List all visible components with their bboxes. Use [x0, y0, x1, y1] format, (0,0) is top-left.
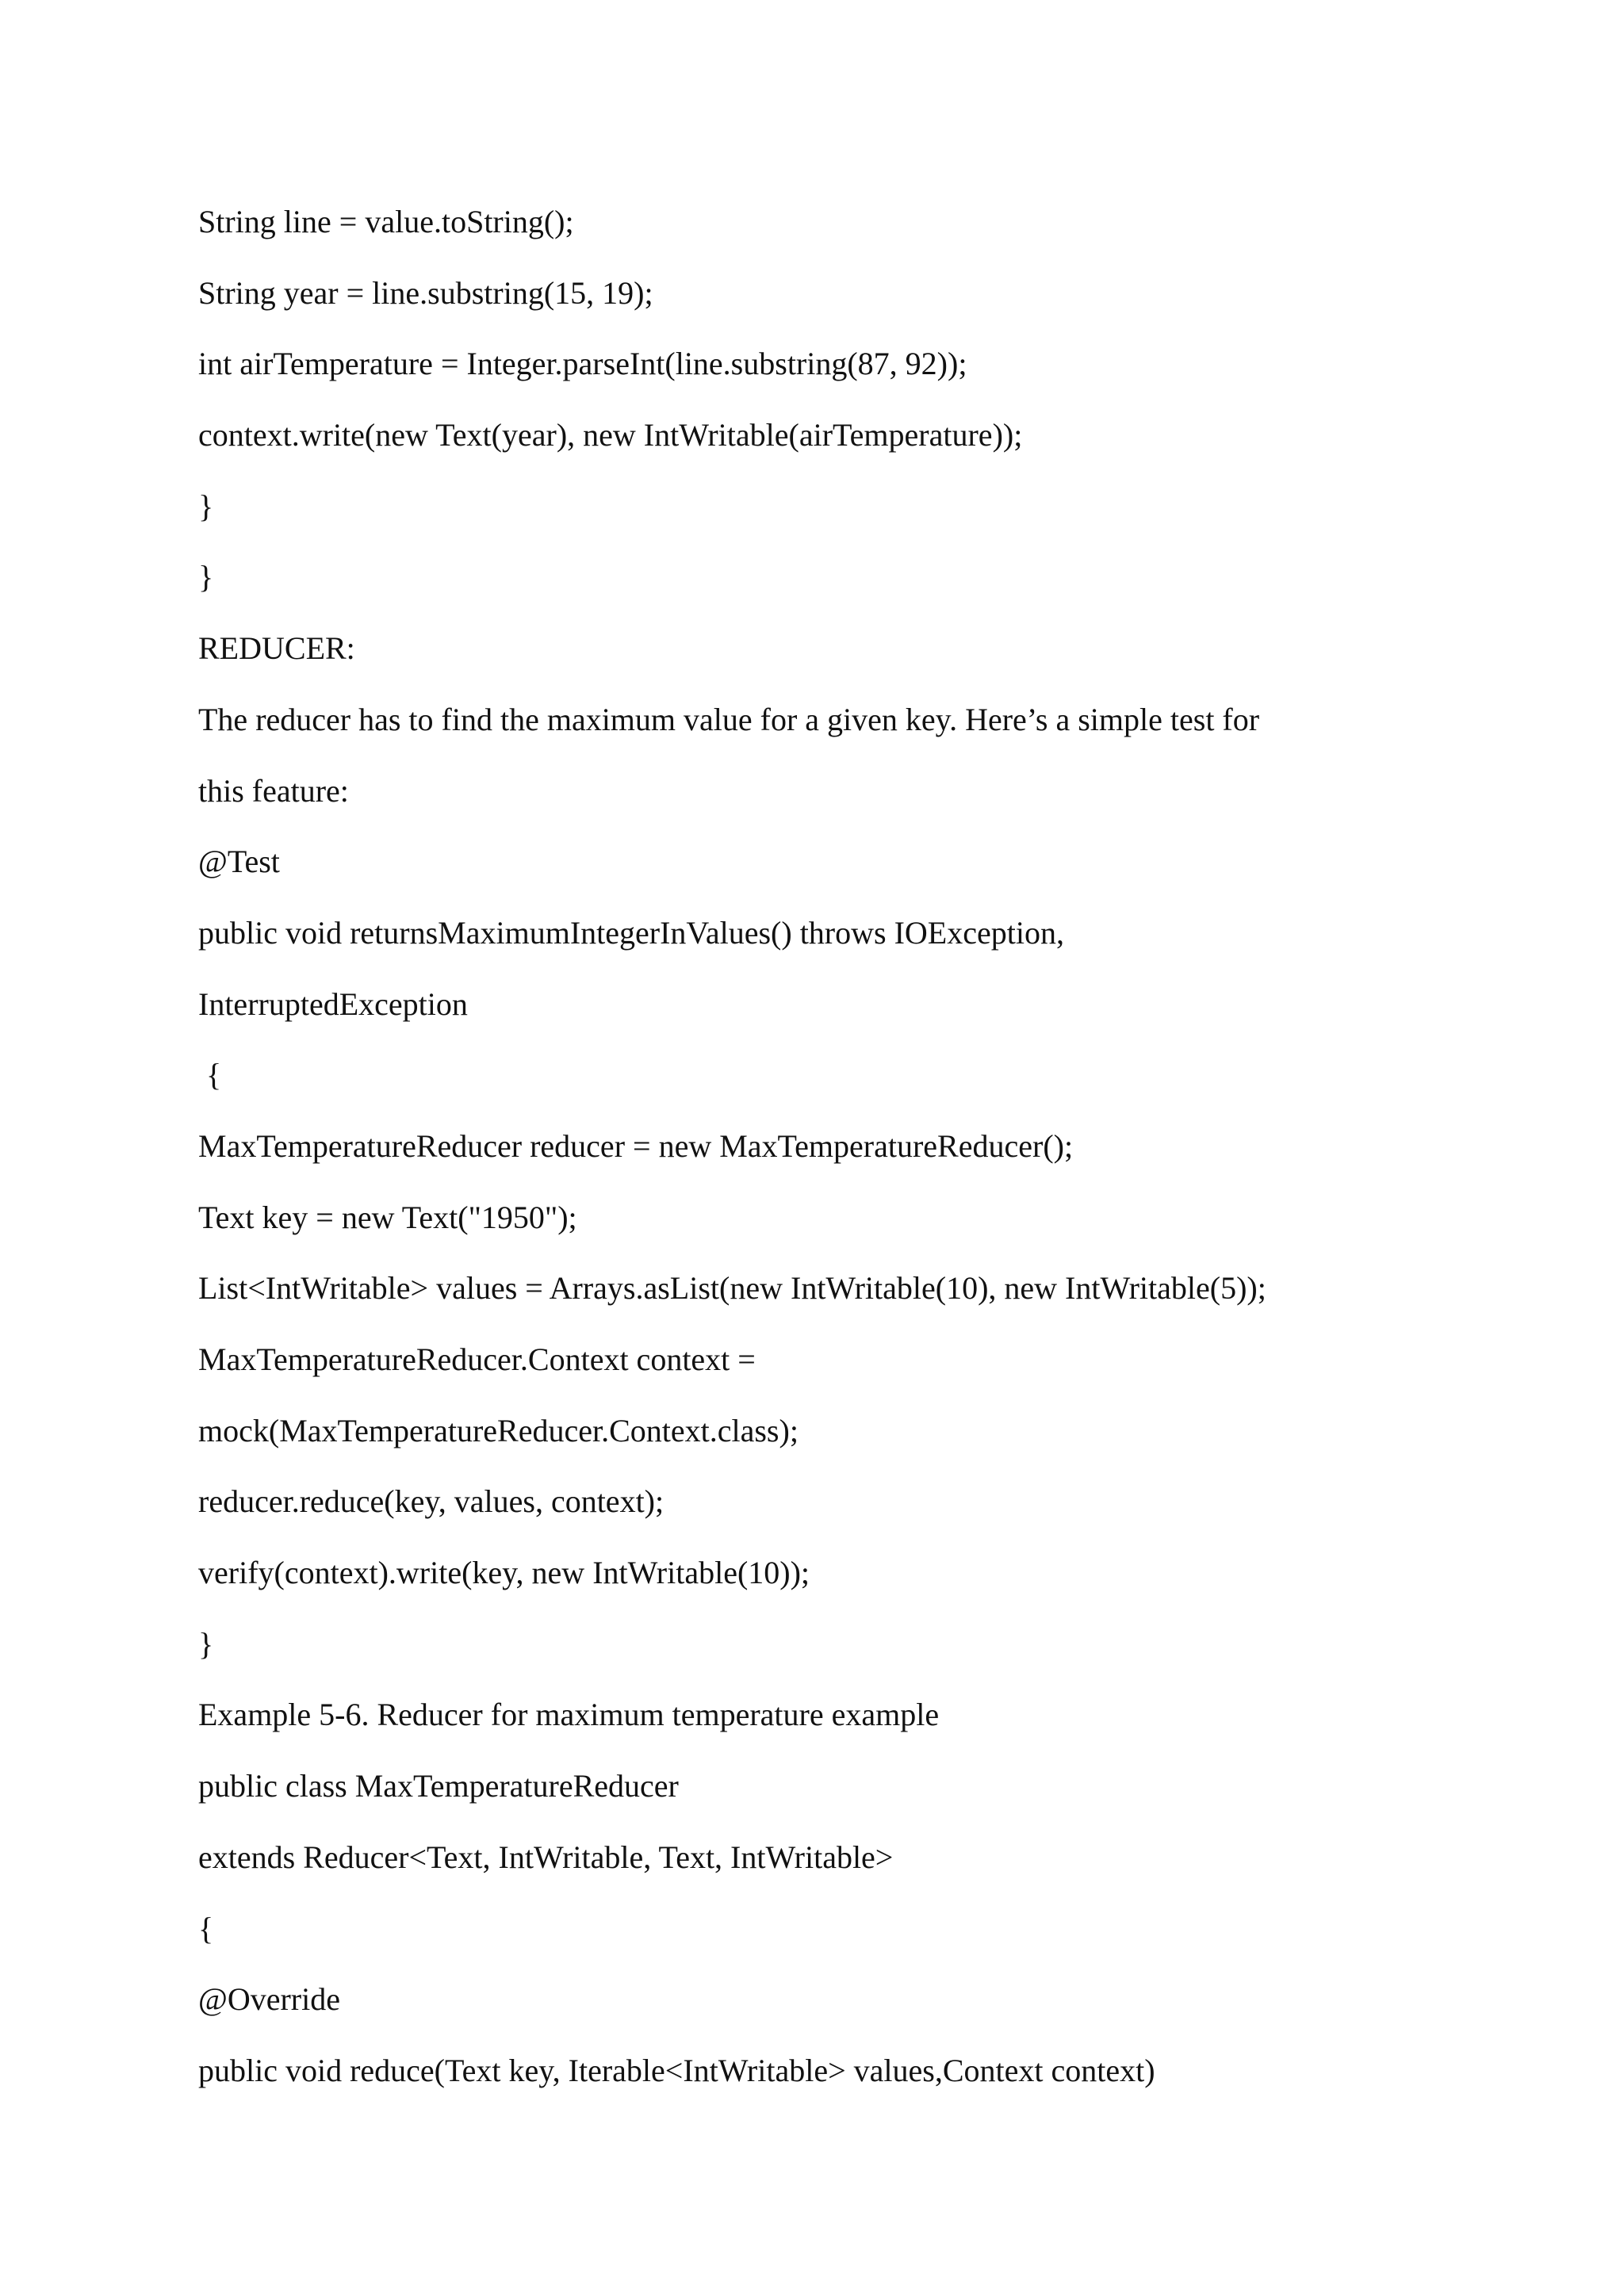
- code-line: public void returnsMaximumIntegerInValues() throws IOException,: [198, 914, 1064, 951]
- code-line: public void reduce(Text key, Iterable<IntWritable> values,Context context): [198, 2052, 1155, 2088]
- code-line: String line = value.toString();: [198, 204, 574, 239]
- document-body: [198, 186, 1546, 2107]
- code-line: int airTemperature = Integer.parseInt(line.substring(87, 92));: [198, 346, 967, 382]
- paragraph-line: this feature:: [198, 772, 349, 809]
- code-line: verify(context).write(key, new IntWritable(10));: [198, 1555, 810, 1591]
- code-line: extends Reducer<Text, IntWritable, Text, IntWritable>: [198, 1839, 894, 1875]
- code-line: String year = line.substring(15, 19);: [198, 274, 653, 311]
- code-line: List<IntWritable> values = Arrays.asList(new IntWritable(10), new IntWritable(5));: [198, 1270, 1266, 1307]
- code-line: mock(MaxTemperatureReducer.Context.class);: [198, 1412, 799, 1448]
- code-annotation: @Test: [198, 844, 280, 880]
- opening-brace: {: [198, 1910, 214, 1946]
- closing-brace: }: [198, 488, 214, 524]
- code-line: Text key = new Text("1950");: [198, 1199, 577, 1235]
- section-heading: REDUCER:: [198, 630, 355, 667]
- code-annotation: @Override: [198, 1981, 340, 2018]
- code-line: public class MaxTemperatureReducer: [198, 1768, 679, 1804]
- code-line: context.write(new Text(year), new IntWritable(airTemperature));: [198, 417, 1023, 453]
- code-line: InterruptedException: [198, 985, 468, 1022]
- paragraph-line: The reducer has to find the maximum value for a given key. Here’s a simple test for: [198, 701, 1260, 737]
- opening-brace: {: [198, 1057, 222, 1093]
- code-line: reducer.reduce(key, values, context);: [198, 1483, 665, 1520]
- code-line: MaxTemperatureReducer.Context context =: [198, 1341, 756, 1377]
- code-line: MaxTemperatureReducer reducer = new MaxTemperatureReducer();: [198, 1127, 1074, 1164]
- closing-brace: }: [198, 559, 214, 595]
- closing-brace: }: [198, 1625, 214, 1662]
- example-caption: Example 5-6. Reducer for maximum temperature example: [198, 1697, 940, 1733]
